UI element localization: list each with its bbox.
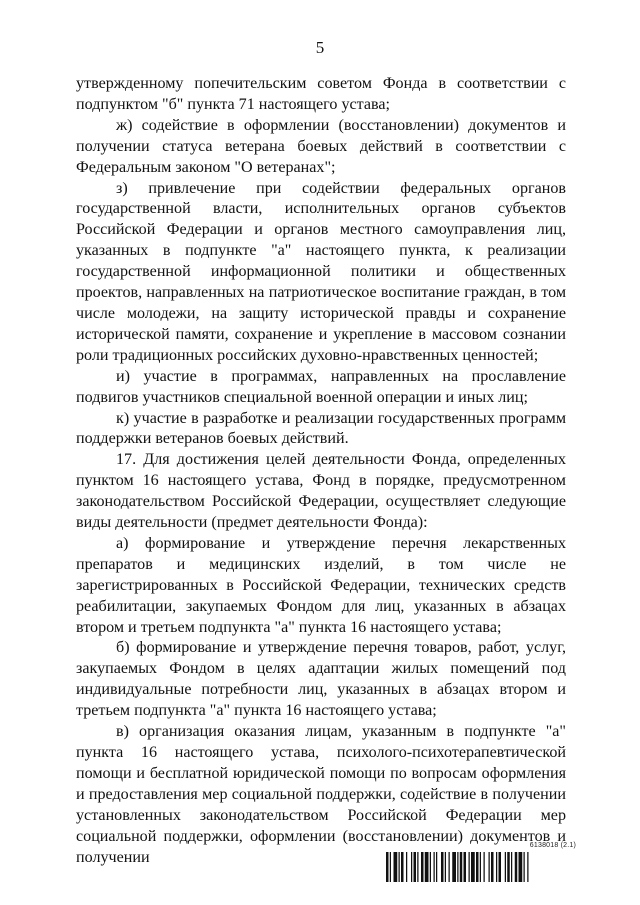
paragraph: а) формирование и утверждение перечня лекарственных препаратов и медицинских изделий, в том числе не зарегистрированных в Российской Федерации, технических средств реабилитации, закупаемых Фондом для лиц, указанных в абзацах втором и третьем подпункта "а" пункта 16 настоящего устава; bbox=[76, 534, 566, 636]
paragraph: ж) содействие в оформлении (восстановлении) документов и получении статуса ветерана боевых действий в соответствии с Федеральным законом "О ветеранах"; bbox=[76, 116, 566, 176]
barcode-code: 6138018 (2.1) bbox=[529, 842, 576, 849]
paragraph: в) организация оказания лицам, указанным в подпункте "а" пункта 16 настоящего устава, психолого-психотерапевтической помощи и бесплатной юридической помощи по вопросам оформления и предоставления мер социальной поддержки, содействие в получении установленных законодательством Российской Федерации мер социальной поддержки, оформлении (восстановлении) документов и получении bbox=[76, 723, 566, 866]
document-body bbox=[76, 74, 566, 868]
paragraph: б) формирование и утверждение перечня товаров, работ, услуг, закупаемых Фондом в целях адаптации жилых помещений под индивидуальные потребности лиц, указанных в абзацах втором и третьем подпункта "а" пункта 16 настоящего устава; bbox=[76, 639, 566, 720]
page-number: 5 bbox=[315, 38, 325, 57]
barcode-icon bbox=[386, 852, 576, 882]
paragraph: к) участие в разработке и реализации государственных программ поддержки ветеранов боевых действий. bbox=[76, 409, 566, 448]
paragraph: и) участие в программах, направленных на прославление подвигов участников специальной военной операции и иных лиц; bbox=[76, 367, 566, 406]
paragraph: 17. Для достижения целей деятельности Фонда, определенных пунктом 16 настоящего устава, Фонд в порядке, предусмотренном законодательством Российской Федерации, осуществляет следующие виды деятельности (предмет деятельности Фонда): bbox=[76, 451, 566, 532]
paragraph: з) привлечение при содействии федеральных органов государственной власти, исполнительных органов субъектов Российской Федерации и органов местного самоуправления лиц, указанных в подпункте "а" настоящего пункта, к реализации государственной информационной политики и общественных проектов, направленных на патриотическое воспитание граждан, в том числе молодежи, на защиту исторической правды и сохранение исторической памяти, сохранение и укрепление в массовом сознании роли традиционных российских духовно-нравственных ценностей; bbox=[76, 179, 566, 364]
barcode-block bbox=[386, 842, 576, 884]
paragraph: утвержденному попечительским советом Фонда в соответствии с подпунктом "б" пункта 71 настоящего устава; bbox=[76, 75, 566, 113]
